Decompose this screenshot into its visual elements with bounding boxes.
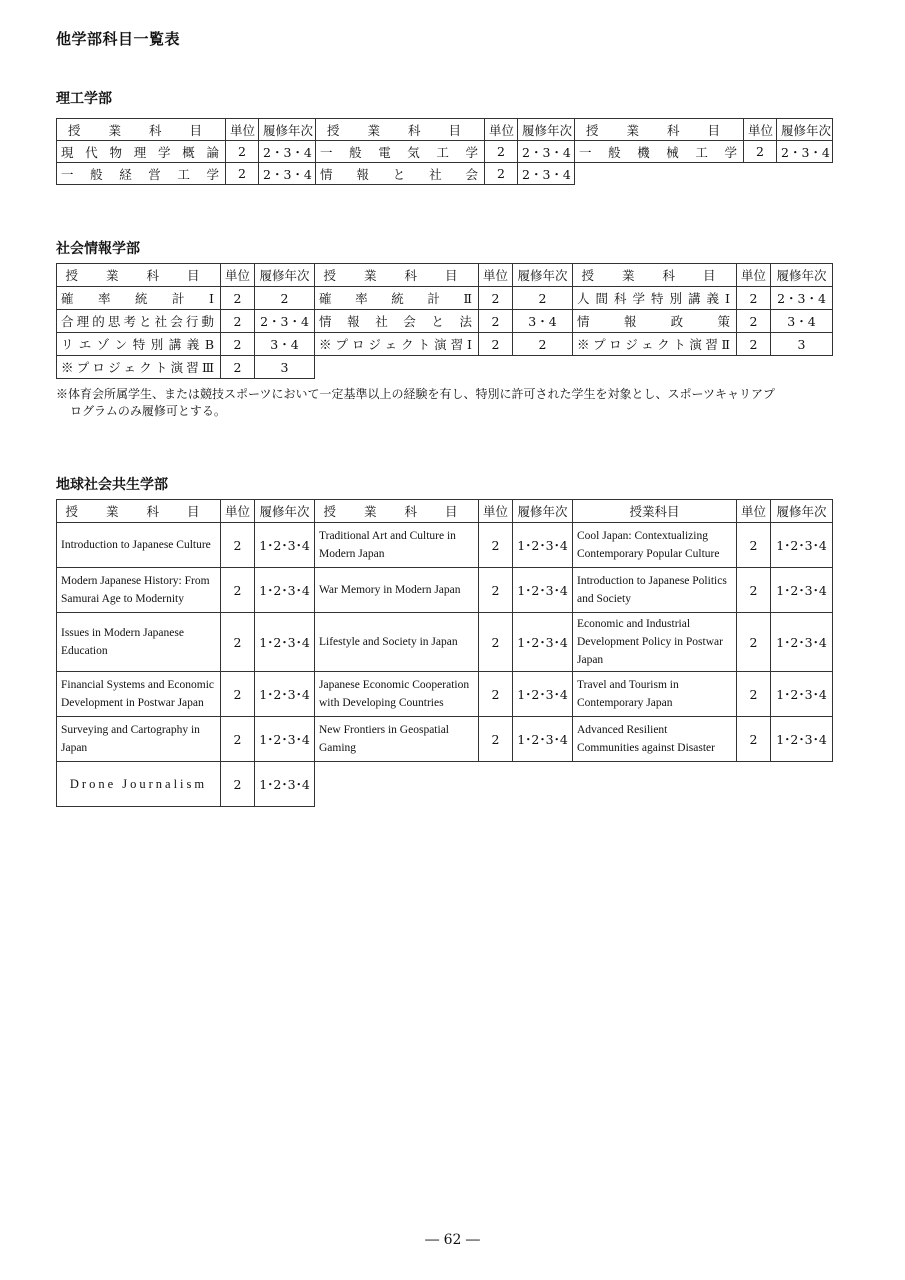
course-credits: 2 xyxy=(479,310,513,333)
table-row xyxy=(57,141,833,163)
course-credits: 2 xyxy=(479,287,513,310)
course-credits: 2 xyxy=(221,762,255,807)
table-row xyxy=(57,613,833,672)
course-year: 2・3・4 xyxy=(259,141,316,163)
course-credits: 2 xyxy=(226,163,259,185)
course-credits: 2 xyxy=(226,141,259,163)
course-year: 3 xyxy=(255,356,315,379)
course-name: War Memory in Modern Japan xyxy=(315,568,479,613)
header-subject: 授 業 科 目 xyxy=(315,264,479,287)
course-name: Japanese Economic Cooperation with Developing Countries xyxy=(315,672,479,717)
course-year: 1･2･3･4 xyxy=(513,523,573,568)
course-credits: 2 xyxy=(221,333,255,356)
course-credits: 2 xyxy=(737,287,771,310)
course-name: ※プロジェクト演習Ⅰ xyxy=(315,333,479,356)
course-year: 1･2･3･4 xyxy=(255,523,315,568)
note-line: ログラムのみ履修可とする。 xyxy=(70,404,226,418)
table-row xyxy=(57,568,833,613)
table-row xyxy=(57,333,833,356)
course-credits: 2 xyxy=(737,310,771,333)
course-name: Drone Journalism xyxy=(57,762,221,807)
course-year: 3 xyxy=(771,333,833,356)
header-credits: 単位 xyxy=(744,119,777,141)
course-name: Traditional Art and Culture in Modern Japan xyxy=(315,523,479,568)
course-credits: 2 xyxy=(737,672,771,717)
header-year: 履修年次 xyxy=(777,119,833,141)
section-title-social: 社会情報学部 xyxy=(56,241,140,257)
course-year: 2 xyxy=(513,287,573,310)
science-course-table xyxy=(56,118,833,185)
course-name: Modern Japanese History: From Samurai Age to Modernity xyxy=(57,568,221,613)
table-row xyxy=(57,762,833,807)
course-credits: 2 xyxy=(479,523,513,568)
header-subject: 授 業 科 目 xyxy=(57,264,221,287)
course-credits: 2 xyxy=(221,356,255,379)
header-credits: 単位 xyxy=(226,119,259,141)
section-title-global: 地球社会共生学部 xyxy=(56,477,168,493)
course-year: 1･2･3･4 xyxy=(255,717,315,762)
course-credits: 2 xyxy=(485,163,518,185)
course-year: 1･2･3･4 xyxy=(513,613,573,672)
course-name: ※プロジェクト演習Ⅲ xyxy=(57,356,221,379)
course-name: 一般経営工学 xyxy=(57,163,226,185)
course-credits: 2 xyxy=(479,613,513,672)
table-row xyxy=(57,310,833,333)
section-title-science: 理工学部 xyxy=(56,91,112,107)
course-year: 2・3・4 xyxy=(771,287,833,310)
course-name: ※プロジェクト演習Ⅱ xyxy=(573,333,737,356)
course-credits: 2 xyxy=(221,287,255,310)
course-credits: 2 xyxy=(737,717,771,762)
course-name: 確率統計Ⅰ xyxy=(57,287,221,310)
course-credits: 2 xyxy=(221,613,255,672)
course-credits: 2 xyxy=(737,333,771,356)
sports-career-note xyxy=(56,386,836,420)
course-credits: 2 xyxy=(221,717,255,762)
course-year: 2 xyxy=(513,333,573,356)
header-subject: 授業科目 xyxy=(573,500,737,523)
course-year: 1･2･3･4 xyxy=(255,568,315,613)
header-year: 履修年次 xyxy=(255,264,315,287)
header-credits: 単位 xyxy=(479,264,513,287)
note-line: ※体育会所属学生、または競技スポーツにおいて一定基準以上の経験を有し、特別に許可された学生を対象とし、スポーツキャリアプ xyxy=(56,387,776,401)
course-year: 1･2･3･4 xyxy=(255,762,315,807)
table-row xyxy=(57,672,833,717)
course-year: 1･2･3･4 xyxy=(513,717,573,762)
course-year: 1･2･3･4 xyxy=(255,613,315,672)
course-year: 1･2･3･4 xyxy=(771,523,833,568)
course-year: 3・4 xyxy=(255,333,315,356)
course-credits: 2 xyxy=(479,672,513,717)
course-name: Introduction to Japanese Politics and Society xyxy=(573,568,737,613)
table-header-row xyxy=(57,500,833,523)
social-course-table xyxy=(56,263,833,379)
course-name: Lifestyle and Society in Japan xyxy=(315,613,479,672)
course-credits: 2 xyxy=(479,568,513,613)
header-credits: 単位 xyxy=(221,500,255,523)
course-name: New Frontiers in Geospatial Gaming xyxy=(315,717,479,762)
course-credits: 2 xyxy=(485,141,518,163)
header-subject: 授 業 科 目 xyxy=(573,264,737,287)
course-name: 情報と社会 xyxy=(316,163,485,185)
table-row xyxy=(57,163,833,185)
table-row xyxy=(57,356,833,379)
course-name: Advanced Resilient Communities against Disaster xyxy=(573,717,737,762)
empty-cell xyxy=(315,762,833,807)
course-year: 1･2･3･4 xyxy=(771,717,833,762)
course-name: 一般電気工学 xyxy=(316,141,485,163)
course-year: 1･2･3･4 xyxy=(513,568,573,613)
course-year: 1･2･3･4 xyxy=(771,568,833,613)
course-name: Surveying and Cartography in Japan xyxy=(57,717,221,762)
course-credits: 2 xyxy=(221,310,255,333)
course-name: Cool Japan: Contextualizing Contemporary Popular Culture xyxy=(573,523,737,568)
header-year: 履修年次 xyxy=(513,264,573,287)
course-name: 合理的思考と社会行動 xyxy=(57,310,221,333)
header-year: 履修年次 xyxy=(255,500,315,523)
course-year: 2・3・4 xyxy=(259,163,316,185)
course-credits: 2 xyxy=(221,672,255,717)
table-header-row xyxy=(57,264,833,287)
header-year: 履修年次 xyxy=(771,264,833,287)
empty-cell xyxy=(575,163,833,185)
course-credits: 2 xyxy=(221,523,255,568)
header-year: 履修年次 xyxy=(259,119,316,141)
course-name: 情報社会と法 xyxy=(315,310,479,333)
header-credits: 単位 xyxy=(737,264,771,287)
header-credits: 単位 xyxy=(737,500,771,523)
empty-cell xyxy=(315,356,833,379)
course-name: Travel and Tourism in Contemporary Japan xyxy=(573,672,737,717)
course-credits: 2 xyxy=(744,141,777,163)
course-year: 2・3・4 xyxy=(518,141,575,163)
course-name: Financial Systems and Economic Development in Postwar Japan xyxy=(57,672,221,717)
course-year: 1･2･3･4 xyxy=(513,672,573,717)
course-name: 情報政策 xyxy=(573,310,737,333)
course-credits: 2 xyxy=(221,568,255,613)
page-number: ― 62 ― xyxy=(425,1232,480,1248)
header-subject: 授 業 科 目 xyxy=(316,119,485,141)
page-title: 他学部科目一覧表 xyxy=(56,30,181,48)
course-year: 1･2･3･4 xyxy=(255,672,315,717)
course-name: 人間科学特別講義Ⅰ xyxy=(573,287,737,310)
header-subject: 授 業 科 目 xyxy=(315,500,479,523)
course-year: 2 xyxy=(255,287,315,310)
header-subject: 授 業 科 目 xyxy=(575,119,744,141)
course-name: Economic and Industrial Development Policy in Postwar Japan xyxy=(573,613,737,672)
course-year: 2・3・4 xyxy=(518,163,575,185)
header-credits: 単位 xyxy=(485,119,518,141)
table-row xyxy=(57,287,833,310)
course-credits: 2 xyxy=(479,333,513,356)
course-year: 3・4 xyxy=(771,310,833,333)
course-name: 現代物理学概論 xyxy=(57,141,226,163)
header-year: 履修年次 xyxy=(518,119,575,141)
table-row xyxy=(57,523,833,568)
table-row xyxy=(57,717,833,762)
course-year: 2・3・4 xyxy=(255,310,315,333)
header-credits: 単位 xyxy=(479,500,513,523)
course-name: Issues in Modern Japanese Education xyxy=(57,613,221,672)
header-subject: 授 業 科 目 xyxy=(57,119,226,141)
course-year: 3・4 xyxy=(513,310,573,333)
header-year: 履修年次 xyxy=(771,500,833,523)
header-subject: 授 業 科 目 xyxy=(57,500,221,523)
course-credits: 2 xyxy=(737,523,771,568)
header-credits: 単位 xyxy=(221,264,255,287)
course-credits: 2 xyxy=(737,613,771,672)
course-year: 1･2･3･4 xyxy=(771,672,833,717)
header-year: 履修年次 xyxy=(513,500,573,523)
course-name: Introduction to Japanese Culture xyxy=(57,523,221,568)
course-name: 一般機械工学 xyxy=(575,141,744,163)
table-header-row xyxy=(57,119,833,141)
course-credits: 2 xyxy=(479,717,513,762)
global-course-table xyxy=(56,499,833,807)
course-year: 1･2･3･4 xyxy=(771,613,833,672)
course-name: リエゾン特別講義B xyxy=(57,333,221,356)
course-name: 確率統計Ⅱ xyxy=(315,287,479,310)
course-year: 2・3・4 xyxy=(777,141,833,163)
course-credits: 2 xyxy=(737,568,771,613)
